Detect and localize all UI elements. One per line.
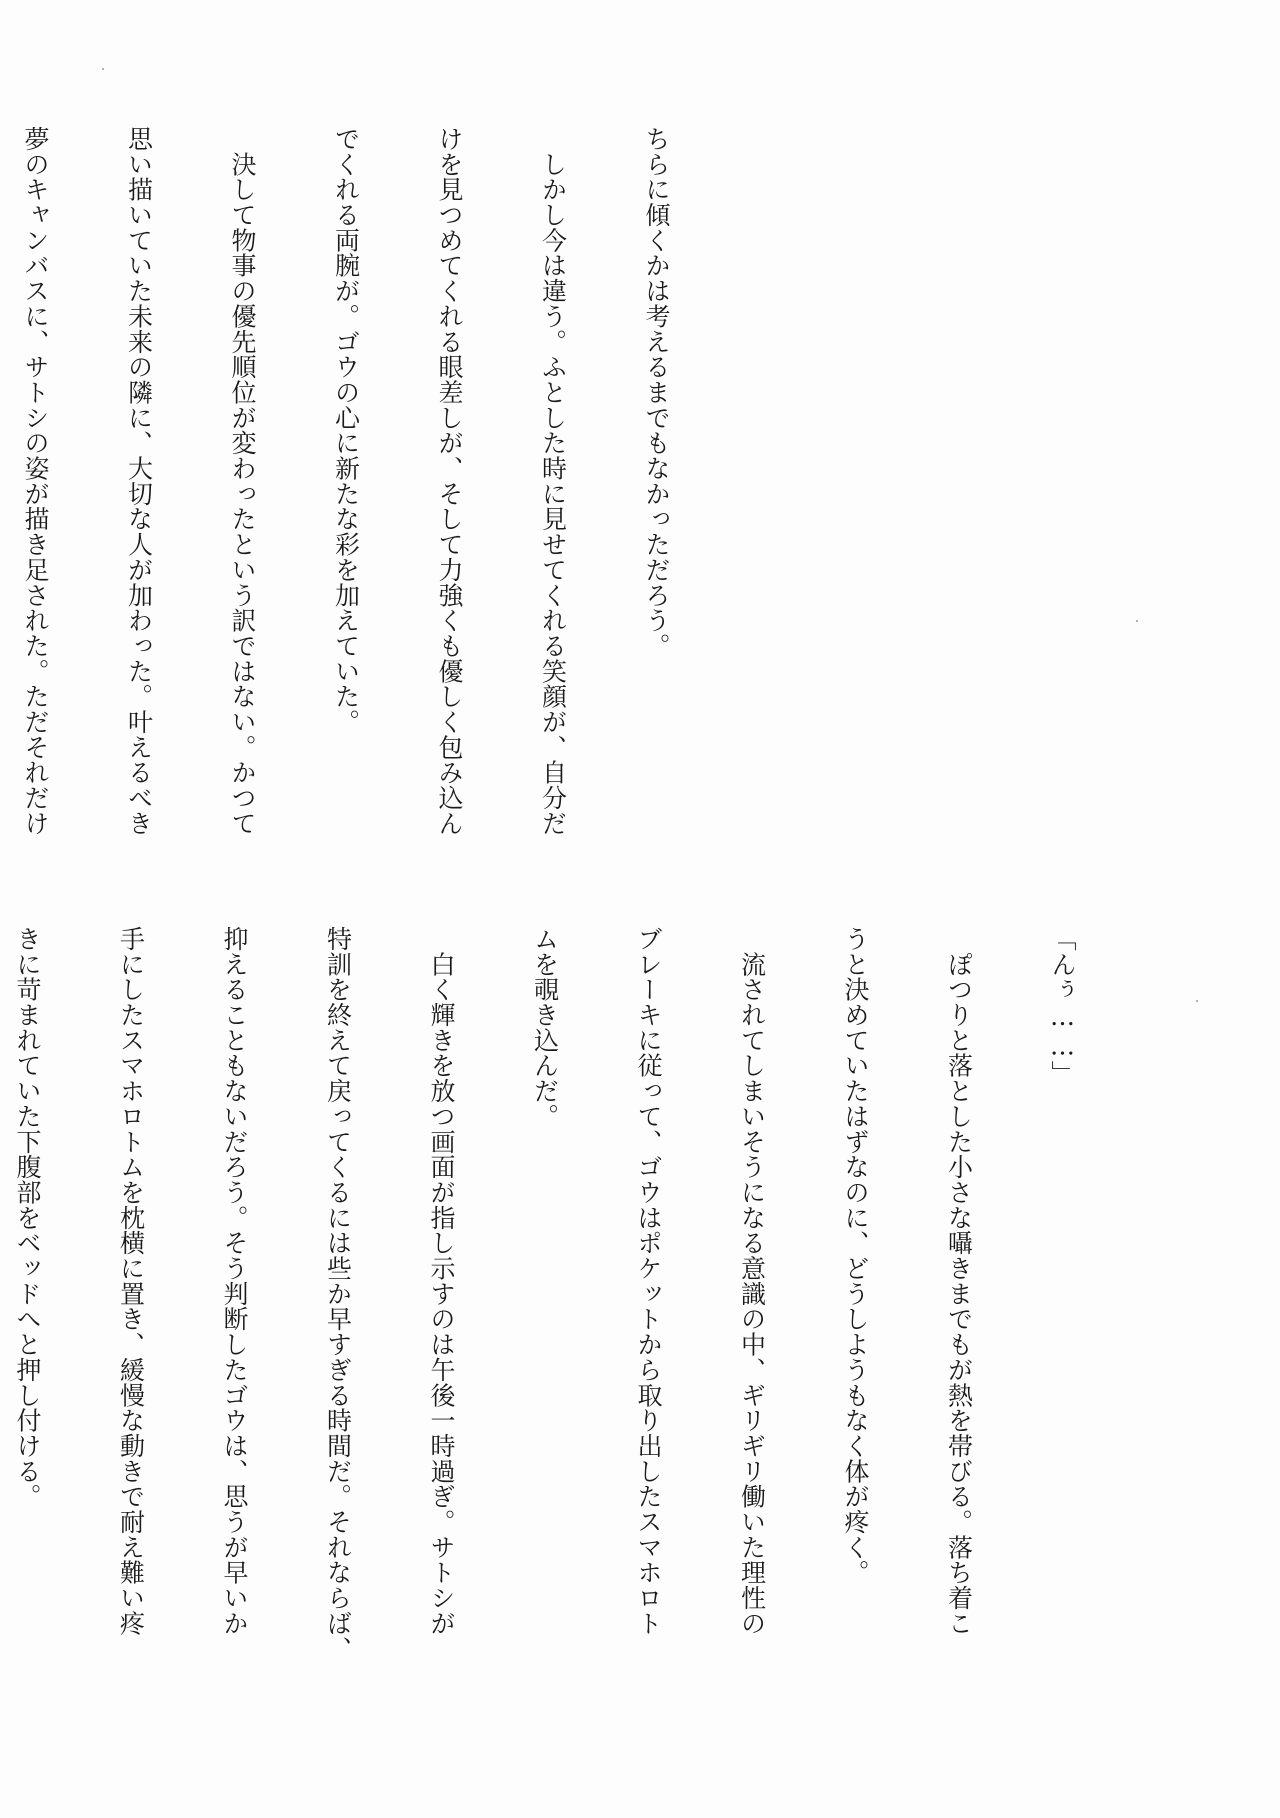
text-line: 思い描いていた未来の隣に、大切な人が加わった。叶えるべき <box>124 126 154 836</box>
text-line: ムを覗き込んだ。 <box>530 926 560 1129</box>
scan-speck <box>1136 620 1138 622</box>
text-line: 手にしたスマホロトムを枕横に置き、緩慢な動きで耐え難い疼 <box>116 926 146 1636</box>
text-line: 特訓を終えて戻ってくるには些か早すぎる時間だ。それならば、 <box>323 926 353 1662</box>
upper-text-block <box>21 126 742 898</box>
text-line: うと決めていたはずなのに、どうしようもなく体が疼く。 <box>841 926 870 1586</box>
text-line: 決して物事の優先順位が変わったという訳ではない。かつて <box>228 126 257 836</box>
text-line: でくれる両腕が。ゴウの心に新たな彩を加えていた。 <box>331 126 361 735</box>
scan-speck <box>1196 1000 1198 1002</box>
text-line: ぽつりと落とした小さな囁きまでもが熱を帯びる。落ち着こ <box>944 926 974 1636</box>
text-line: 白く輝きを放つ画面が指し示すのは午後一時過ぎ。サトシが <box>427 926 456 1636</box>
lower-text-block <box>13 926 1148 1716</box>
scan-speck <box>102 68 104 70</box>
text-line: ブレーキに従って、ゴウはポケットから取り出したスマホロト <box>634 926 663 1636</box>
text-line: ちらに傾くかは考えるまでもなかっただろう。 <box>642 126 671 659</box>
text-line: しかし今は違う。ふとした時に見せてくれる笑顔が、自分だ <box>538 126 568 836</box>
text-line: 抑えることもないだろう。そう判断したゴウは、思うが早いか <box>220 926 249 1636</box>
text-line: けを見つめてくれる眼差しが、そして力強くも優しく包み込ん <box>435 126 464 836</box>
text-line: 「んぅ……」 <box>1048 926 1077 1087</box>
text-line: 流されてしまいそうになる意識の中、ギリギリ働いた理性の <box>737 926 767 1636</box>
text-line: 夢のキャンバスに、サトシの姿が描き足された。ただそれだけ <box>21 126 50 836</box>
text-line: きに苛まれていた下腹部をベッドへと押し付ける。 <box>13 926 42 1510</box>
